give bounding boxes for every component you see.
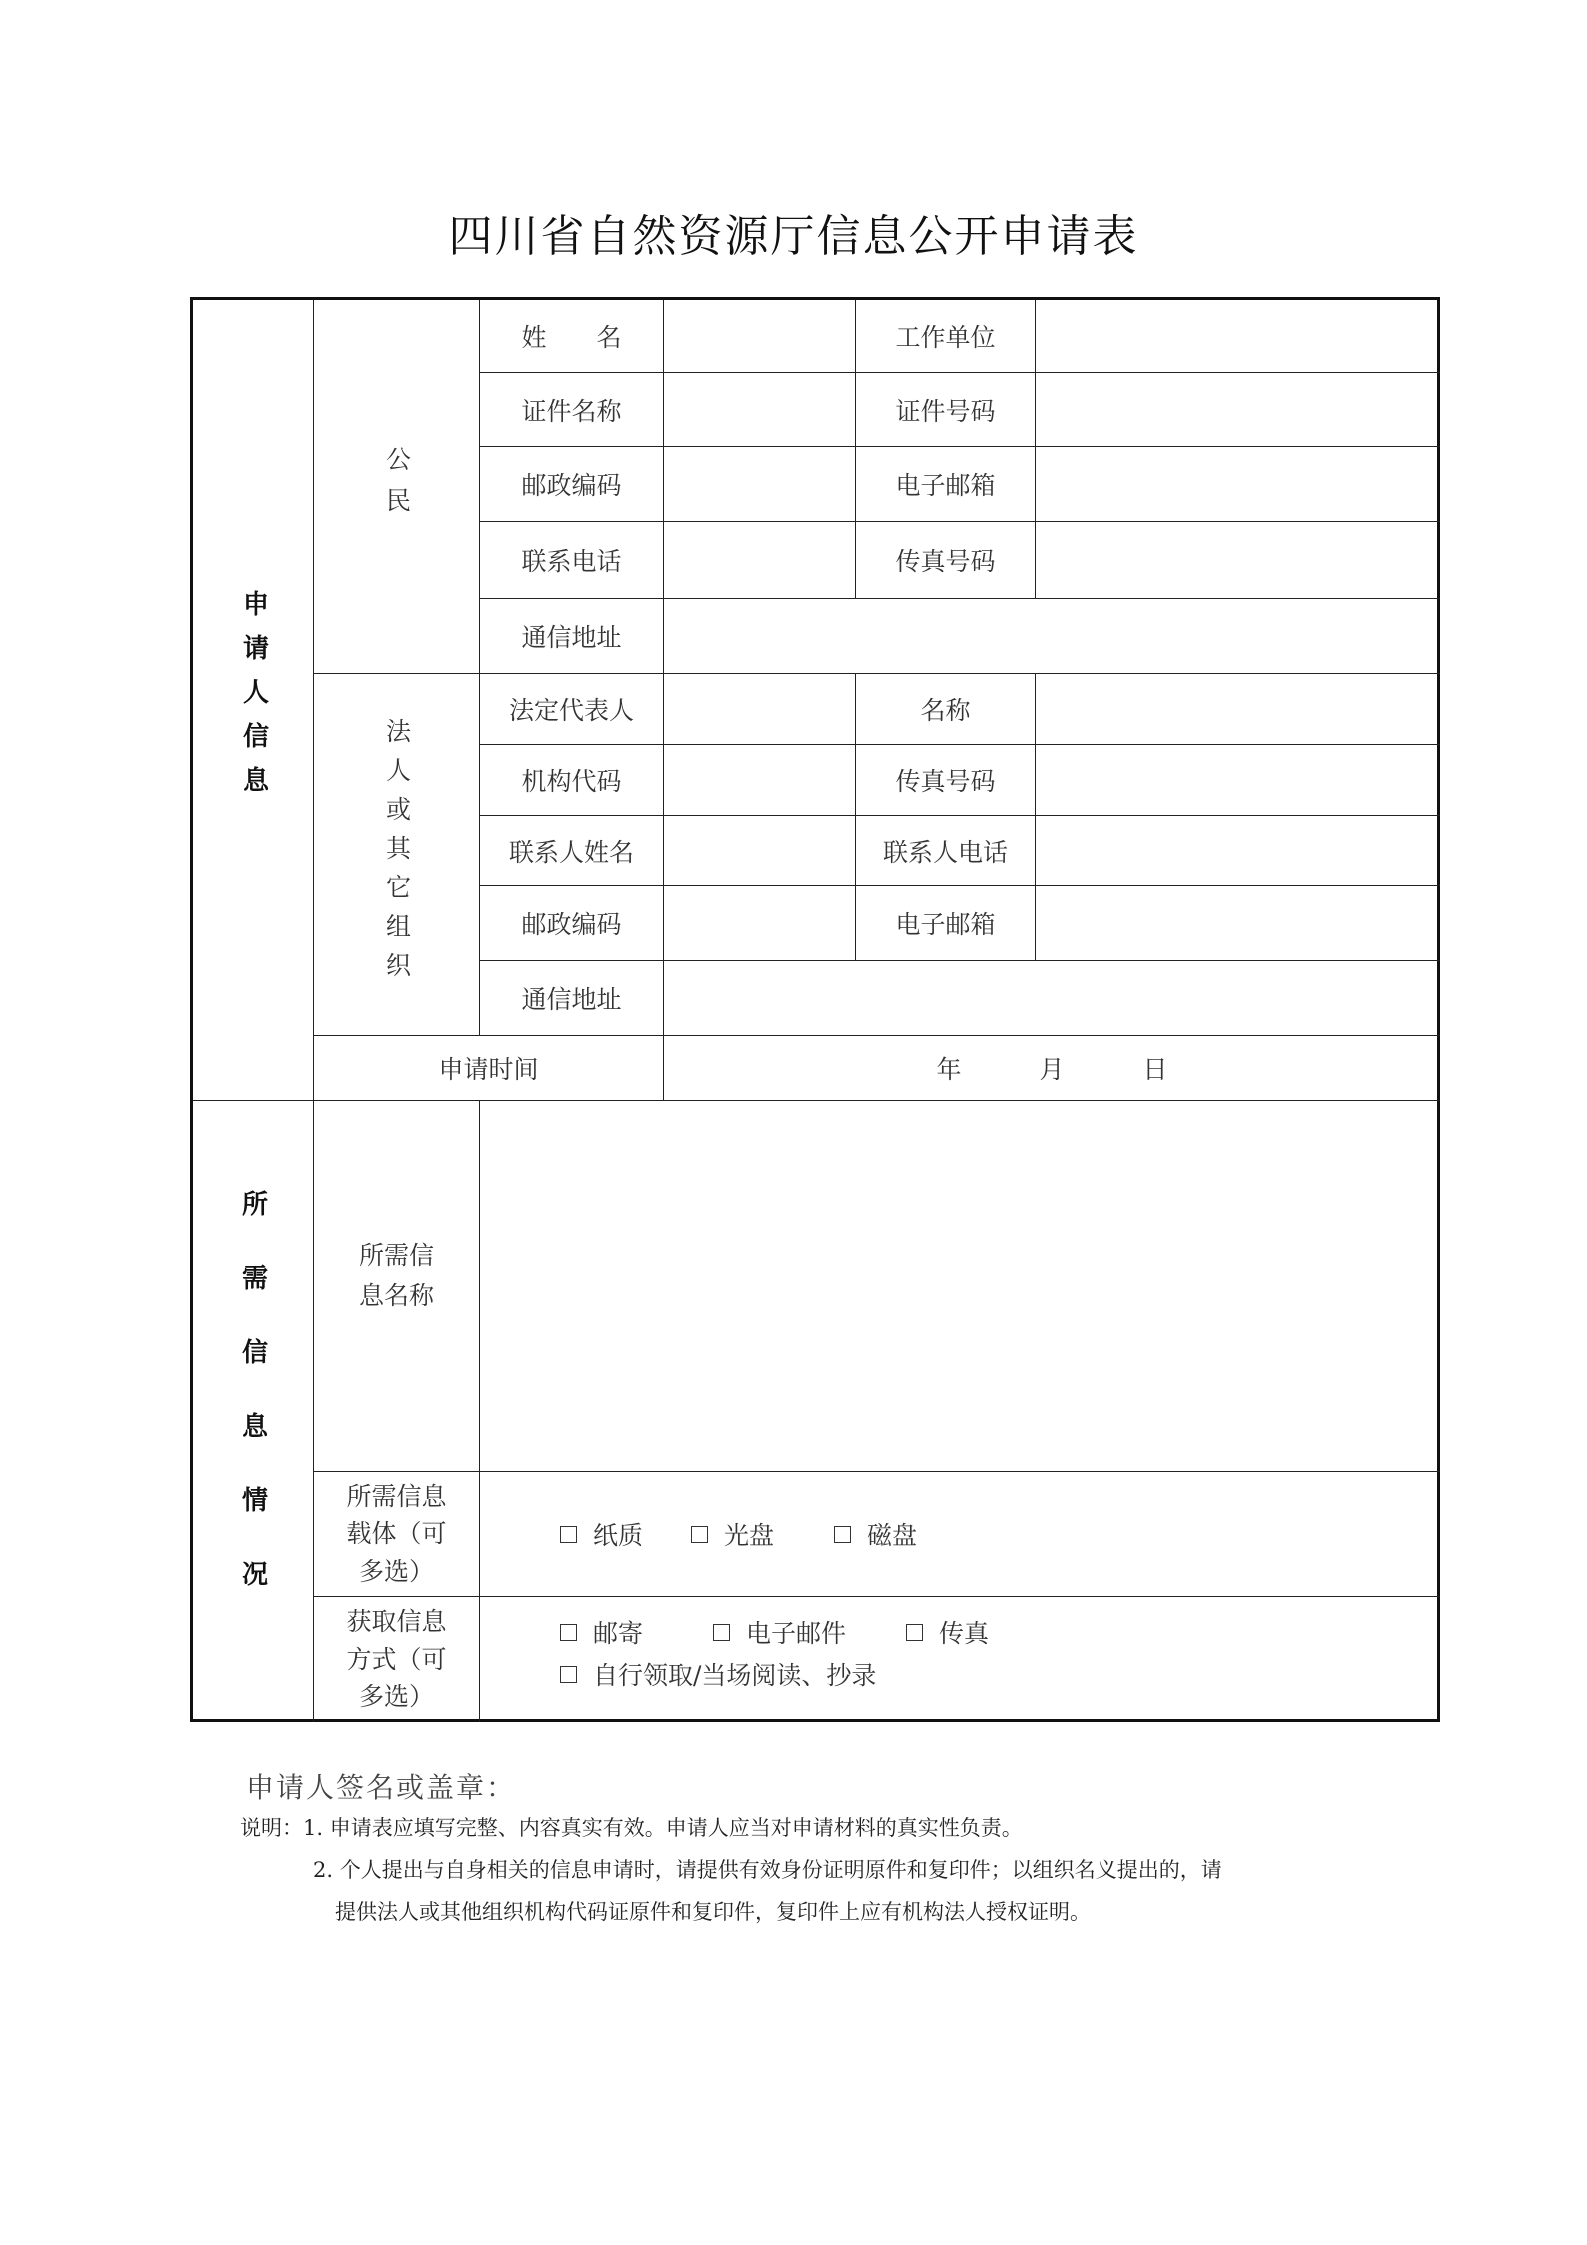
group-legal-entity: 法人或其它组织 (382, 718, 412, 991)
label-org-address: 通信地址 (521, 985, 622, 1014)
label-apply-time: 申请时间 (438, 1055, 539, 1084)
label-contact-phone: 联系人电话 (882, 837, 1008, 867)
option-self-pickup[interactable]: 自行领取/当场阅读、抄录 (560, 1656, 876, 1692)
input-fax[interactable] (1036, 522, 1440, 598)
label-contact-name: 联系人姓名 (508, 837, 634, 867)
input-contact-name[interactable] (664, 816, 855, 885)
checkbox-magnetic-disk[interactable] (834, 1526, 851, 1543)
option-mail[interactable]: 邮寄 (560, 1614, 643, 1650)
input-id-number[interactable] (1036, 373, 1440, 446)
label-org-fax: 传真号码 (895, 767, 996, 796)
checkbox-self-pickup[interactable] (560, 1666, 577, 1683)
label-org-code: 机构代码 (521, 767, 622, 796)
note-line-1 (240, 1812, 1023, 1842)
option-paper[interactable]: 纸质 (560, 1516, 643, 1552)
note-item-2a: 2. 个人提出与自身相关的信息申请时，请提供有效身份证明原件和复印件；以组织名义提出的，请 (313, 1858, 1222, 1882)
input-org-email[interactable] (1036, 886, 1440, 960)
application-form-table (190, 297, 1440, 1722)
input-email[interactable] (1036, 447, 1440, 521)
option-fax[interactable]: 传真 (906, 1614, 989, 1650)
form-title: 四川省自然资源厅信息公开申请表 (448, 211, 1139, 262)
label-org-postal-code: 邮政编码 (521, 910, 622, 939)
label-org-name: 名称 (920, 696, 971, 725)
input-info-name[interactable] (480, 1101, 1440, 1471)
date-year-label: 年 (936, 1055, 962, 1084)
input-contact-phone[interactable] (1036, 816, 1440, 885)
carrier-options (560, 1472, 965, 1596)
label-name: 姓 名 (521, 323, 622, 352)
date-month-label: 月 (1039, 1055, 1065, 1084)
checkbox-fax[interactable] (906, 1624, 923, 1641)
label-fax: 传真号码 (895, 547, 996, 576)
input-org-name[interactable] (1036, 674, 1440, 744)
checkbox-paper[interactable] (560, 1526, 577, 1543)
input-address[interactable] (664, 599, 1440, 673)
input-name[interactable] (664, 300, 855, 372)
label-phone: 联系电话 (521, 547, 622, 576)
label-legal-representative: 法定代表人 (508, 696, 634, 725)
checkbox-mail[interactable] (560, 1624, 577, 1641)
date-day-label: 日 (1142, 1055, 1168, 1084)
label-info-name: 所需信息名称 (358, 1241, 434, 1310)
label-id-type: 证件名称 (521, 396, 622, 426)
checkbox-disc[interactable] (691, 1526, 708, 1543)
option-magnetic-disk[interactable]: 磁盘 (834, 1516, 917, 1552)
section-required-info: 所需信息情况 (237, 1189, 268, 1634)
input-phone[interactable] (664, 522, 855, 598)
input-id-type[interactable] (664, 373, 855, 446)
note-item-1: 1. 申请表应填写完整、内容真实有效。申请人应当对申请材料的真实性负责。 (303, 1816, 1023, 1840)
input-org-address[interactable] (664, 961, 1440, 1035)
input-postal-code[interactable] (664, 447, 855, 521)
group-citizen: 公民 (382, 445, 412, 528)
label-id-number: 证件号码 (895, 396, 996, 426)
input-org-postal-code[interactable] (664, 886, 855, 960)
label-address: 通信地址 (521, 623, 622, 652)
signature-label: 申请人签名或盖章： (246, 1771, 517, 1804)
option-disc[interactable]: 光盘 (691, 1516, 774, 1552)
method-options (560, 1612, 1037, 1696)
label-email: 电子邮箱 (895, 471, 996, 500)
input-apply-date[interactable] (664, 1036, 1440, 1100)
input-org-fax[interactable] (1036, 745, 1440, 815)
note-prefix: 说明： (240, 1816, 303, 1840)
label-method: 获取信息方式（可多选） (346, 1607, 447, 1712)
input-legal-representative[interactable] (664, 674, 855, 744)
section-applicant-info: 申请人信息 (238, 590, 269, 810)
label-carrier: 所需信息载体（可多选） (346, 1481, 447, 1586)
input-work-unit[interactable] (1036, 300, 1440, 372)
label-org-email: 电子邮箱 (895, 910, 996, 939)
option-email[interactable]: 电子邮件 (713, 1614, 846, 1650)
note-item-2b: 提供法人或其他组织机构代码证原件和复印件，复印件上应有机构法人授权证明。 (335, 1900, 1091, 1924)
label-work-unit: 工作单位 (895, 323, 996, 352)
checkbox-email[interactable] (713, 1624, 730, 1641)
input-org-code[interactable] (664, 745, 855, 815)
label-postal-code: 邮政编码 (521, 471, 622, 500)
